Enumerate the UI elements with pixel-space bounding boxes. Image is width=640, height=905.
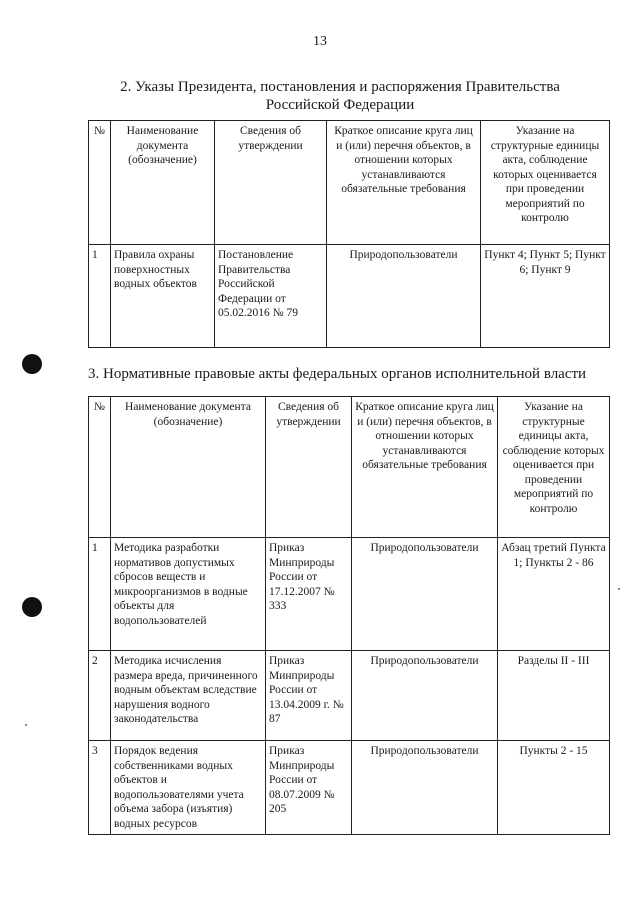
header-approval: Сведения об утверждении	[215, 121, 327, 245]
subjects: Природопользователи	[352, 651, 498, 741]
structural-units: Пункт 4; Пункт 5; Пункт 6; Пункт 9	[481, 245, 610, 348]
approval-info: Приказ Минприроды России от 17.12.2007 № 333	[266, 538, 352, 651]
structural-units: Пункты 2 - 15	[498, 741, 610, 835]
table-section-2	[88, 120, 610, 348]
approval-info: Приказ Минприроды России от 08.07.2009 № 205	[266, 741, 352, 835]
table-row	[89, 741, 610, 835]
header-approval: Сведения об утверждении	[266, 397, 352, 538]
section-2-title: 2. Указы Президента, постановления и распоряжения Правительства Российской Федерации	[120, 79, 560, 113]
header-subjects: Краткое описание круга лиц и (или) перечня объектов, в отношении которых устанавливаются обязательные требования	[352, 397, 498, 538]
table-header-row	[89, 397, 610, 538]
structural-units: Абзац третий Пункта 1; Пункты 2 - 86	[498, 538, 610, 651]
subjects: Природопользователи	[352, 741, 498, 835]
scan-speck	[618, 588, 620, 590]
table-section-3	[88, 396, 610, 835]
row-number: 1	[89, 245, 111, 348]
header-structural-units: Указание на структурные единицы акта, соблюдение которых оценивается при проведении мероприятий по контролю	[481, 121, 610, 245]
row-number: 2	[89, 651, 111, 741]
table-header-row	[89, 121, 610, 245]
subjects: Природопользователи	[352, 538, 498, 651]
subjects: Природопользователи	[327, 245, 481, 348]
approval-info: Постановление Правительства Российской Федерации от 05.02.2016 № 79	[215, 245, 327, 348]
page-number: 13	[313, 34, 327, 49]
table-row	[89, 651, 610, 741]
header-number: №	[89, 397, 111, 538]
document-name: Методика исчисления размера вреда, причиненного водным объектам вследствие нарушения водного законодательства	[111, 651, 266, 741]
row-number: 3	[89, 741, 111, 835]
document-name: Порядок ведения собственниками водных объектов и водопользователями учета объема забора (изъятия) водных ресурсов	[111, 741, 266, 835]
header-structural-units: Указание на структурные единицы акта, соблюдение которых оценивается при проведении мероприятий по контролю	[498, 397, 610, 538]
punch-hole-bottom	[22, 597, 42, 617]
header-number: №	[89, 121, 111, 245]
header-document-name: Наименование документа (обозначение)	[111, 121, 215, 245]
approval-info: Приказ Минприроды России от 13.04.2009 г. № 87	[266, 651, 352, 741]
structural-units: Разделы II - III	[498, 651, 610, 741]
header-subjects: Краткое описание круга лиц и (или) перечня объектов, в отношении которых устанавливаются обязательные требования	[327, 121, 481, 245]
document-name: Правила охраны поверхностных водных объектов	[111, 245, 215, 348]
row-number: 1	[89, 538, 111, 651]
table-row	[89, 245, 610, 348]
section-3-title: 3. Нормативные правовые акты федеральных органов исполнительной власти	[88, 366, 587, 382]
punch-hole-top	[22, 354, 42, 374]
header-document-name: Наименование документа (обозначение)	[111, 397, 266, 538]
document-name: Методика разработки нормативов допустимых сбросов веществ и микроорганизмов в водные объекты для водопользователей	[111, 538, 266, 651]
table-row	[89, 538, 610, 651]
scan-speck	[25, 724, 27, 726]
